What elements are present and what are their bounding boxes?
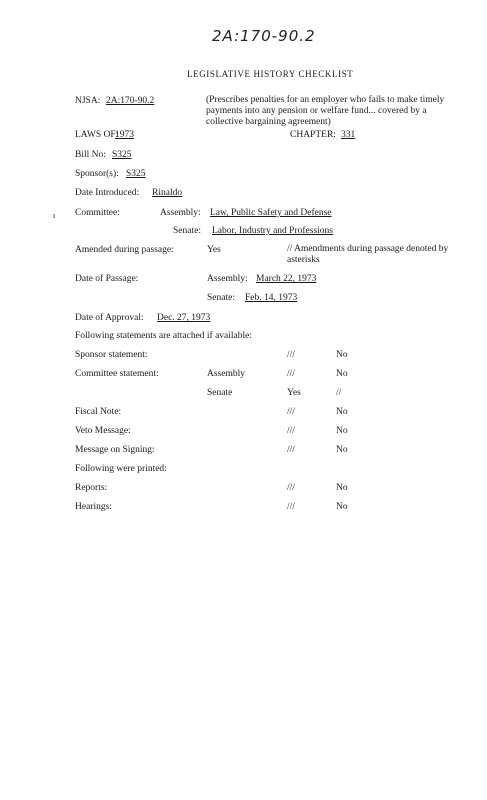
committee-statement-assembly-label: Assembly <box>207 369 245 379</box>
amended-value: Yes <box>207 245 221 255</box>
njsa-label: NJSA: <box>75 96 101 106</box>
passage-assembly-value: March 22, 1973 <box>256 274 317 284</box>
fiscal-note-answer: No <box>336 407 348 417</box>
passage-label: Date of Passage: <box>75 274 139 284</box>
reports-mark: /// <box>287 483 295 493</box>
sponsors-label: Sponsor(s): <box>75 169 119 179</box>
approval-label: Date of Approval: <box>75 313 144 323</box>
date-introduced-value: Rinaldo <box>152 188 183 198</box>
veto-message-label: Veto Message: <box>75 426 131 436</box>
page-title: LEGISLATIVE HISTORY CHECKLIST <box>187 69 354 79</box>
veto-message-answer: No <box>336 426 348 436</box>
committee-senate-label: Senate: <box>173 226 201 236</box>
committee-statement-senate-answer: // <box>336 388 342 398</box>
hearings-label: Hearings: <box>75 502 112 512</box>
printed-heading: Following were printed: <box>75 464 167 474</box>
hearings-answer: No <box>336 502 348 512</box>
reports-label: Reports: <box>75 483 108 493</box>
hearings-mark: /// <box>287 502 295 512</box>
sponsor-statement-answer: No <box>336 350 348 360</box>
date-introduced-label: Date Introduced: <box>75 188 140 198</box>
signing-message-mark: /// <box>287 445 295 455</box>
reports-answer: No <box>336 483 348 493</box>
committee-statement-assembly-answer: No <box>336 369 348 379</box>
amended-label: Amended during passage: <box>75 245 174 255</box>
fiscal-note-label: Fiscal Note: <box>75 407 122 417</box>
chapter-value: 331 <box>341 130 356 140</box>
passage-assembly-label: Assembly: <box>207 274 248 284</box>
committee-assembly-value: Law, Public Safety and Defense <box>210 208 332 218</box>
approval-value: Dec. 27, 1973 <box>157 313 211 323</box>
handwritten-number: 2A:170-90.2 <box>212 27 316 45</box>
committee-assembly-label: Assembly: <box>160 208 201 218</box>
committee-label: Committee: <box>75 208 120 218</box>
amended-note: // Amendments during passage denoted by asterisks <box>287 244 449 265</box>
statements-heading: Following statements are attached if available: <box>75 331 253 341</box>
committee-statement-senate-mark: Yes <box>287 388 301 398</box>
chapter-label: CHAPTER: <box>290 130 336 140</box>
signing-message-answer: No <box>336 445 348 455</box>
committee-senate-value: Labor, Industry and Professions <box>212 226 333 236</box>
sponsors-value: S325 <box>126 169 146 179</box>
committee-statement-label: Committee statement: <box>75 369 159 379</box>
signing-message-label: Message on Signing: <box>75 445 155 455</box>
margin-mark: ı <box>53 211 56 220</box>
committee-statement-assembly-mark: /// <box>287 369 295 379</box>
laws-of-label: LAWS OF: <box>75 130 119 140</box>
passage-senate-label: Senate: <box>207 293 235 303</box>
passage-senate-value: Feb. 14, 1973 <box>245 293 298 303</box>
laws-of-value: 1973 <box>115 130 134 140</box>
njsa-value: 2A:170-90.2 <box>106 96 155 106</box>
sponsor-statement-mark: /// <box>287 350 295 360</box>
sponsor-statement-label: Sponsor statement: <box>75 350 148 360</box>
bill-no-value: S325 <box>112 150 132 160</box>
fiscal-note-mark: /// <box>287 407 295 417</box>
committee-statement-senate-label: Senate <box>207 388 233 398</box>
bill-description: (Prescribes penalties for an employer who fails to make timely payments into any pension or welfare fund... covered by a collective bargaining agreement) <box>206 95 445 127</box>
bill-no-label: Bill No: <box>75 150 106 160</box>
veto-message-mark: /// <box>287 426 295 436</box>
